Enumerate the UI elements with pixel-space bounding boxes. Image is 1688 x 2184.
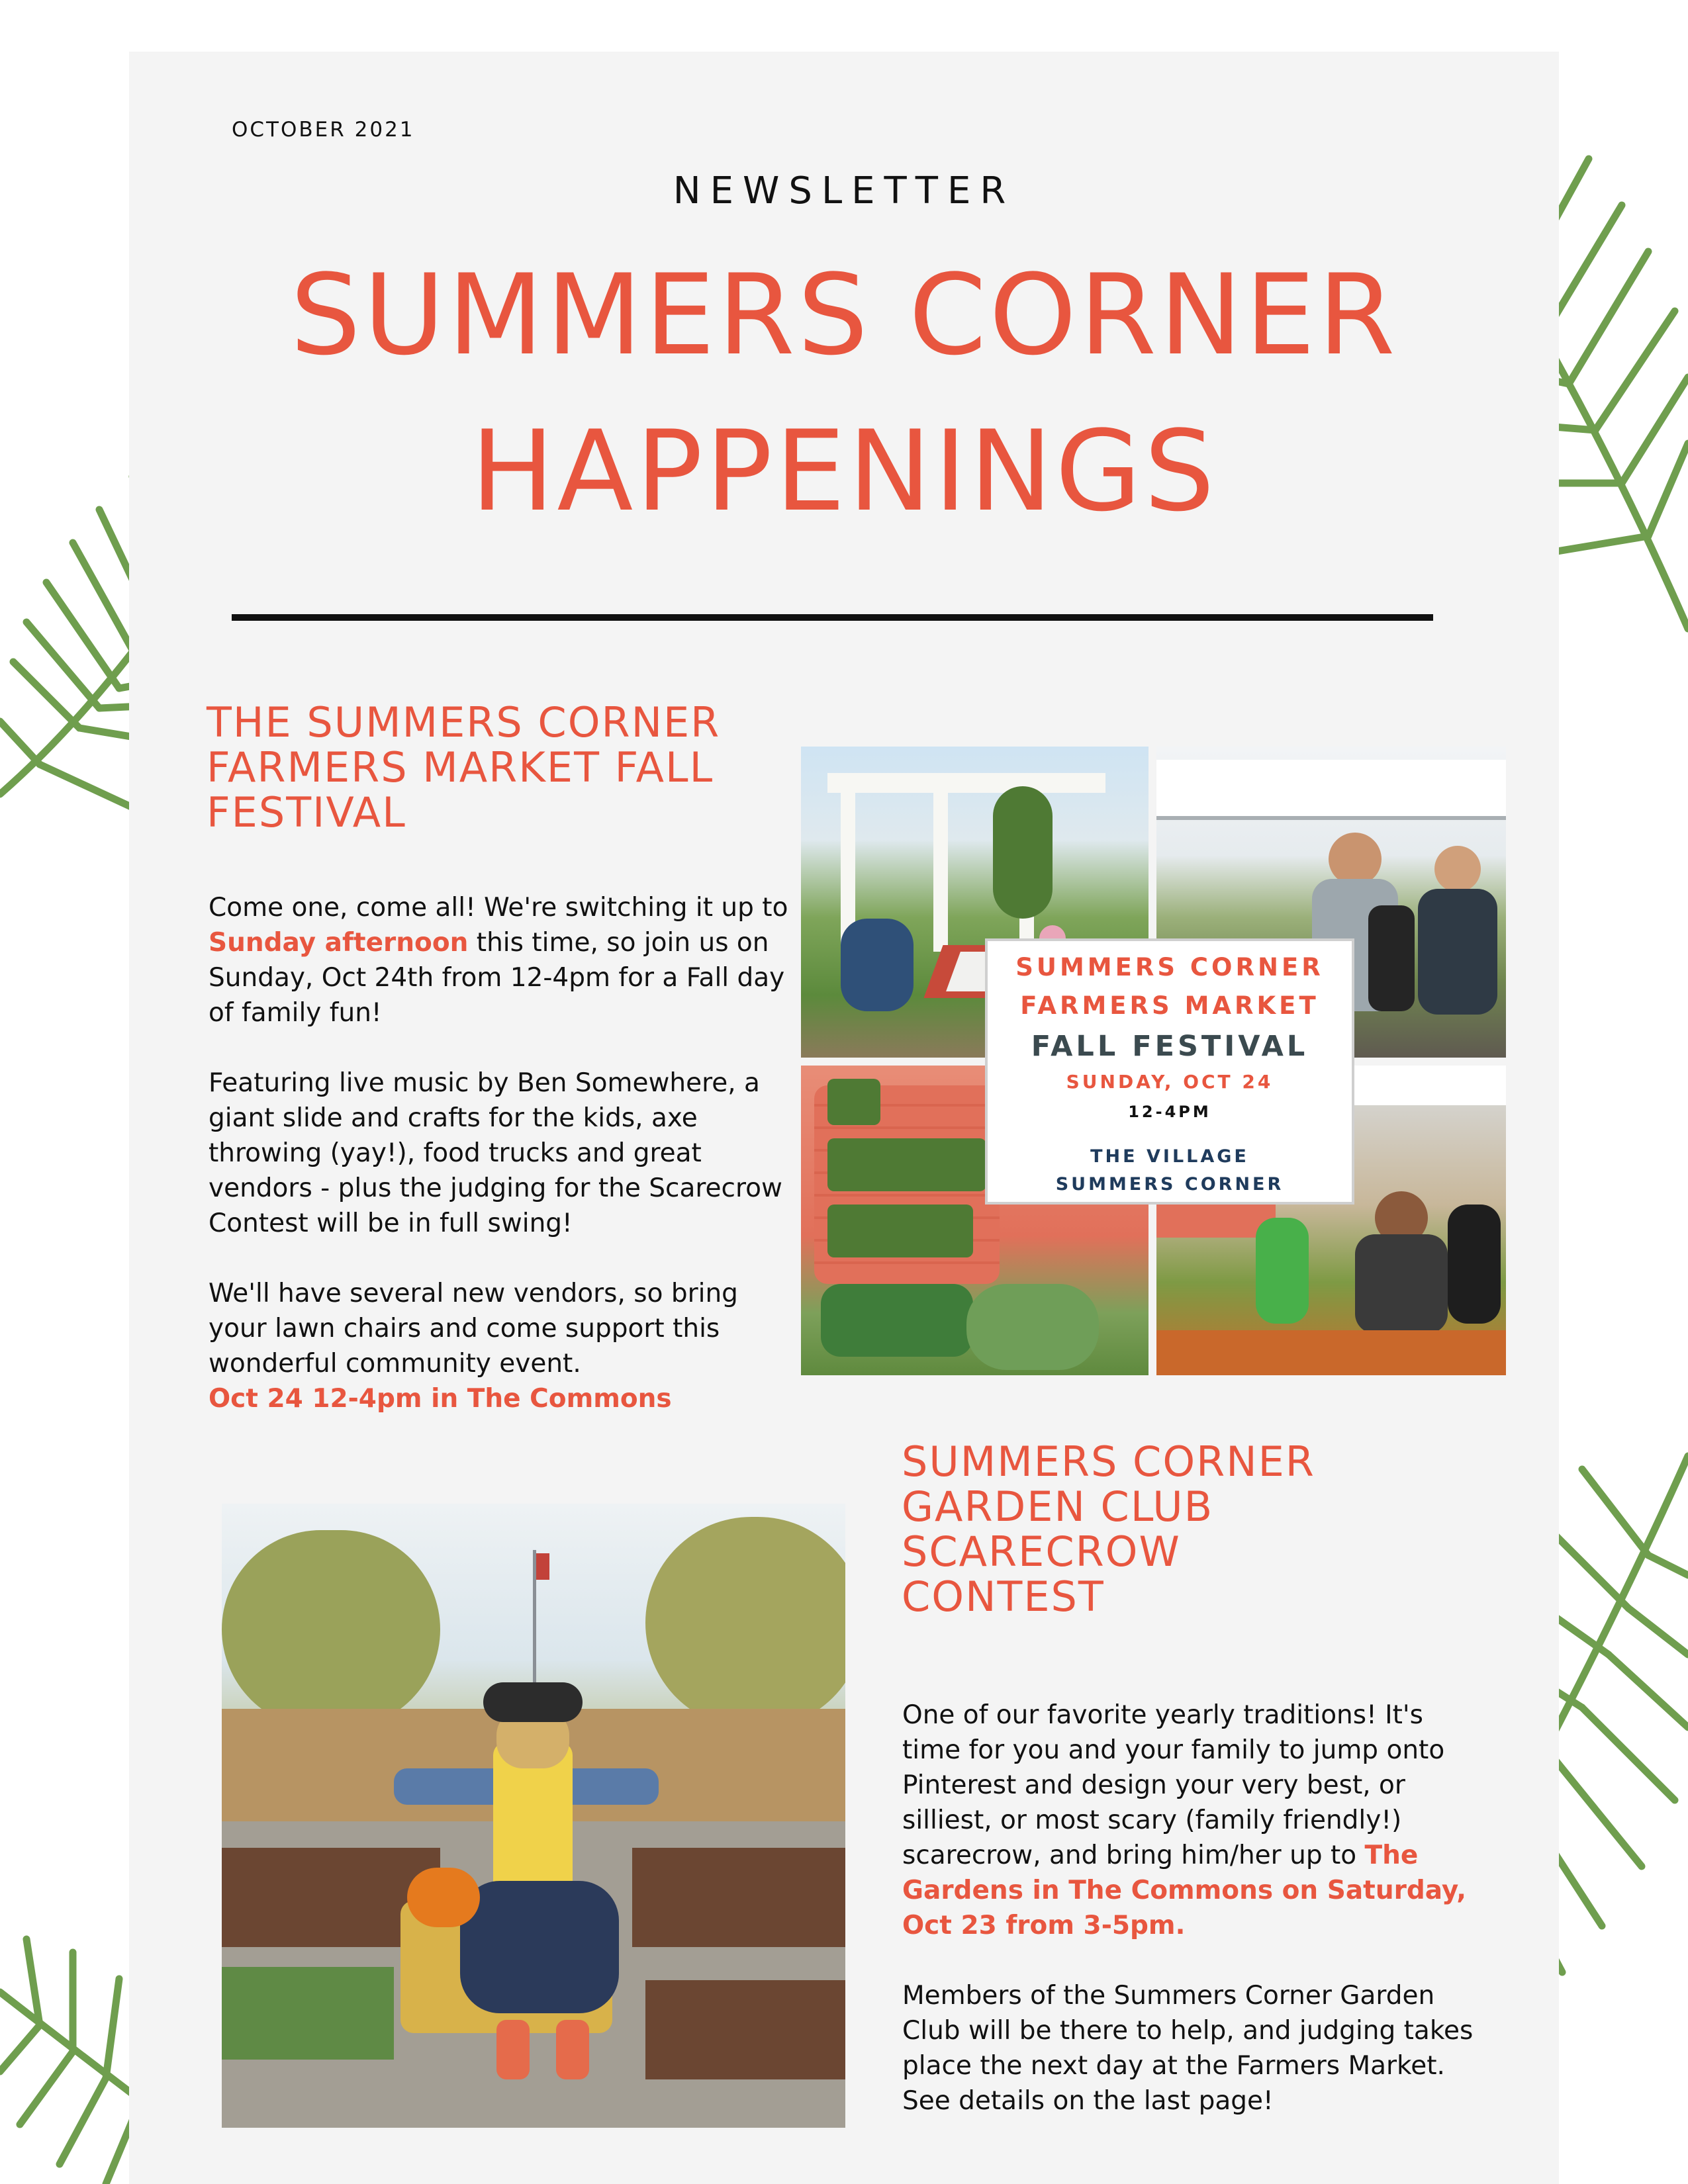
scarecrow-heading: [902, 1439, 1497, 1619]
festival-heading-line: FESTIVAL: [207, 788, 406, 837]
newsletter-kicker: NEWSLETTER: [673, 169, 1015, 212]
scarecrow-p1-text: One of our favorite yearly traditions! It's time for you and your family to jump onto Pinterest and design your very best, or silliest, or most scary (family friendly!) scarecrow, and bring him/her up to: [902, 1700, 1445, 1870]
badge-date: SUNDAY, OCT 24: [1066, 1071, 1274, 1093]
issue-date: OCTOBER 2021: [232, 118, 415, 142]
badge-venue-line-1: THE VILLAGE: [1090, 1146, 1249, 1167]
header-divider: [232, 614, 1433, 621]
scarecrow-body: [902, 1698, 1485, 2118]
badge-line-1: SUMMERS CORNER: [1015, 953, 1324, 981]
scarecrow-heading-line: GARDEN CLUB: [902, 1482, 1214, 1531]
badge-line-3: FALL FESTIVAL: [1031, 1030, 1309, 1063]
festival-p1-text-end: this time, so join us on Sunday, Oct 24th from 12-4pm for a Fall day of family fun!: [209, 928, 785, 1028]
badge-time: 12-4PM: [1128, 1103, 1211, 1121]
scarecrow-photo: [222, 1504, 845, 2128]
page-title-line-2: HAPPENINGS: [471, 406, 1217, 536]
scarecrow-paragraph-1: [902, 1698, 1485, 1943]
scarecrow-heading-line: CONTEST: [902, 1572, 1105, 1621]
page-title-line-1: SUMMERS CORNER: [290, 250, 1398, 380]
festival-heading-line: FARMERS MARKET FALL: [207, 743, 714, 792]
festival-heading-line: THE SUMMERS CORNER: [207, 698, 721, 747]
festival-heading: [207, 700, 789, 835]
festival-body: [209, 890, 791, 1416]
scarecrow-heading-line: SUMMERS CORNER: [902, 1437, 1315, 1486]
badge-venue-line-2: SUMMERS CORNER: [1055, 1174, 1284, 1195]
scarecrow-p1-highlight: The Gardens in The Commons on Saturday, Oct 23 from 3-5pm.: [902, 1841, 1467, 1940]
festival-paragraph-3: We'll have several new vendors, so bring your lawn chairs and come support this wonderful community event.: [209, 1279, 738, 1379]
festival-paragraph-1: [209, 890, 791, 1030]
festival-p1-highlight: Sunday afternoon: [209, 928, 469, 958]
scarecrow-heading-line: SCARECROW: [902, 1527, 1181, 1576]
scarecrow-paragraph-2: Members of the Summers Corner Garden Club will be there to help, and judging takes place the next day at the Farmers Market. See details on the last page!: [902, 1981, 1474, 2116]
festival-paragraph-2: Featuring live music by Ben Somewhere, a giant slide and crafts for the kids, axe throwing (yay!), food trucks and great vendors - plus the judging for the Scarecrow Contest will be in full swing!: [209, 1068, 782, 1238]
festival-cta: Oct 24 12-4pm in The Commons: [209, 1384, 672, 1414]
badge-line-2: FARMERS MARKET: [1020, 991, 1319, 1020]
festival-event-badge: [985, 938, 1354, 1205]
festival-p1-text: Come one, come all! We're switching it up to: [209, 893, 788, 923]
